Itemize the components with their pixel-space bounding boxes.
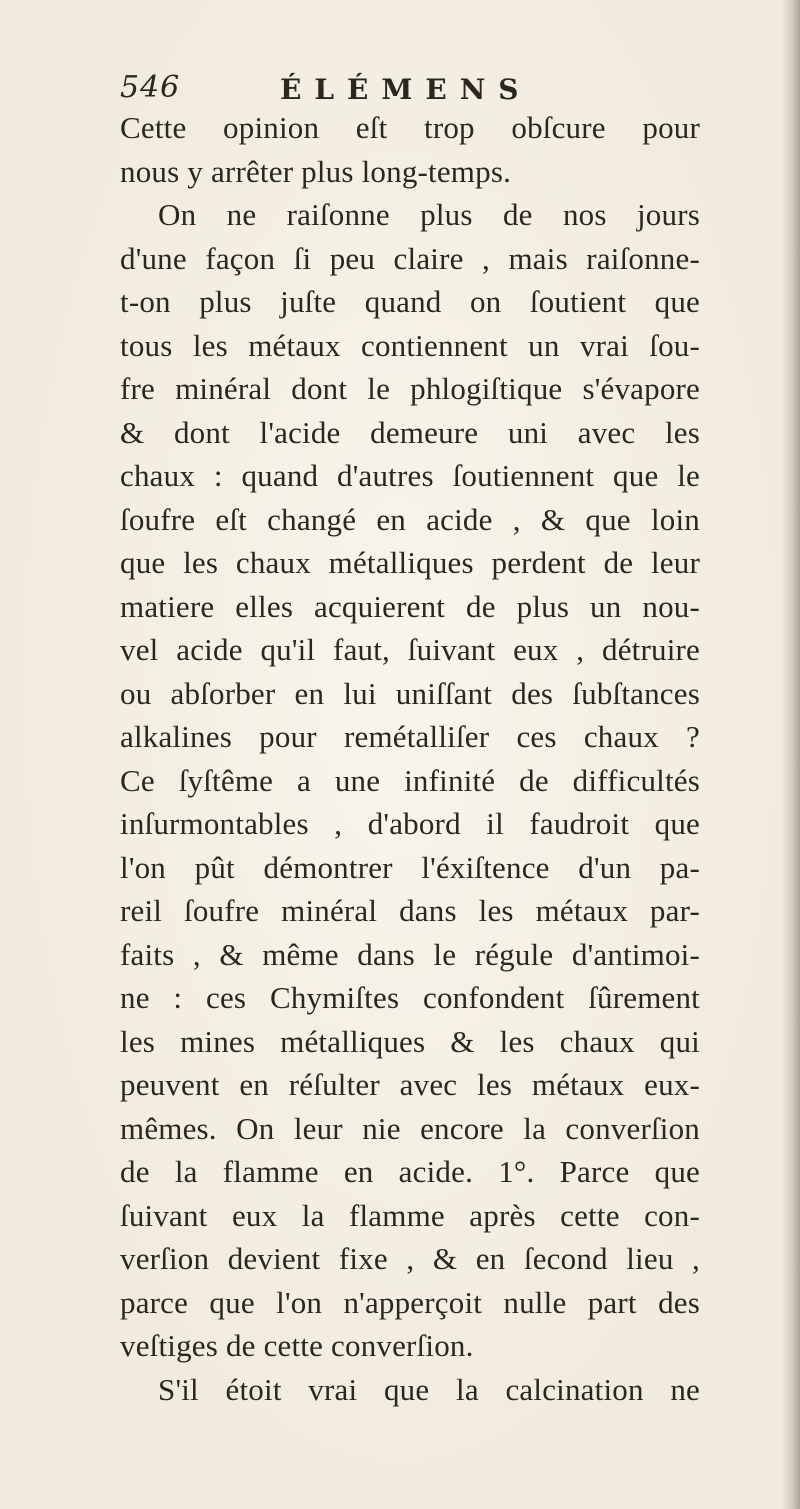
text-line: chaux : quand d'autres ſoutiennent que le <box>120 458 700 493</box>
text-line: ſuivant eux la flamme après cette con- <box>120 1197 700 1233</box>
text-line: faits , & même dans le régule d'antimoi- <box>120 936 700 972</box>
text-line: les mines métalliques & les chaux qui <box>120 1023 700 1059</box>
text-line: nous y arrêter plus long-temps. <box>120 153 512 189</box>
text-line: mêmes. On leur nie encore la converſion <box>120 1110 700 1146</box>
text-line: verſion devient fixe , & en ſecond lieu , <box>120 1241 700 1276</box>
text-line: de la flamme en acide. 1°. Parce que <box>120 1154 700 1189</box>
body-text <box>120 106 700 1411</box>
page-header <box>120 68 680 108</box>
text-line: reil ſoufre minéral dans les métaux par- <box>120 893 700 928</box>
text-line: & dont l'acide demeure uni avec les <box>120 414 700 450</box>
page-number: 546 <box>120 70 181 105</box>
text-line: peuvent en réſulter avec les métaux eux- <box>120 1067 700 1102</box>
text-line: parce que l'on n'apperçoit nulle part des <box>120 1284 700 1320</box>
running-head: ÉLÉMENS <box>280 73 532 106</box>
text-line: que les chaux métalliques perdent de leur <box>120 545 700 580</box>
text-line: t-on plus juſte quand on ſoutient que <box>120 284 700 319</box>
text-line: fre minéral dont le phlogiſtique s'évapore <box>120 371 700 406</box>
text-line: ne : ces Chymiſtes confondent ſûrement <box>120 980 700 1015</box>
text-line: matiere elles acquierent de plus un nou- <box>120 588 700 624</box>
text-line: ou abſorber en lui uniſſant des ſubſtances <box>120 675 700 711</box>
text-line: alkalines pour remétalliſer ces chaux ? <box>120 719 700 754</box>
text-line: inſurmontables , d'abord il faudroit que <box>120 806 700 841</box>
text-line: On ne raiſonne plus de nos jours <box>158 197 700 232</box>
text-line: vel acide qu'il faut, ſuivant eux , détruire <box>120 632 700 667</box>
text-line: d'une façon ſi peu claire , mais raiſonne- <box>120 240 700 276</box>
text-line: Ce ſyſtême a une infinité de difficultés <box>120 762 700 798</box>
page-edge-shadow <box>782 0 800 1509</box>
text-line: S'il étoit vrai que la calcination ne <box>158 1371 700 1407</box>
text-line: veſtiges de cette converſion. <box>120 1328 474 1363</box>
text-line: Cette opinion eſt trop obſcure pour <box>120 110 700 145</box>
text-line: tous les métaux contiennent un vrai ſou- <box>120 327 700 363</box>
text-line: l'on pût démontrer l'éxiſtence d'un pa- <box>120 849 700 885</box>
text-line: ſoufre eſt changé en acide , & que loin <box>120 501 700 537</box>
